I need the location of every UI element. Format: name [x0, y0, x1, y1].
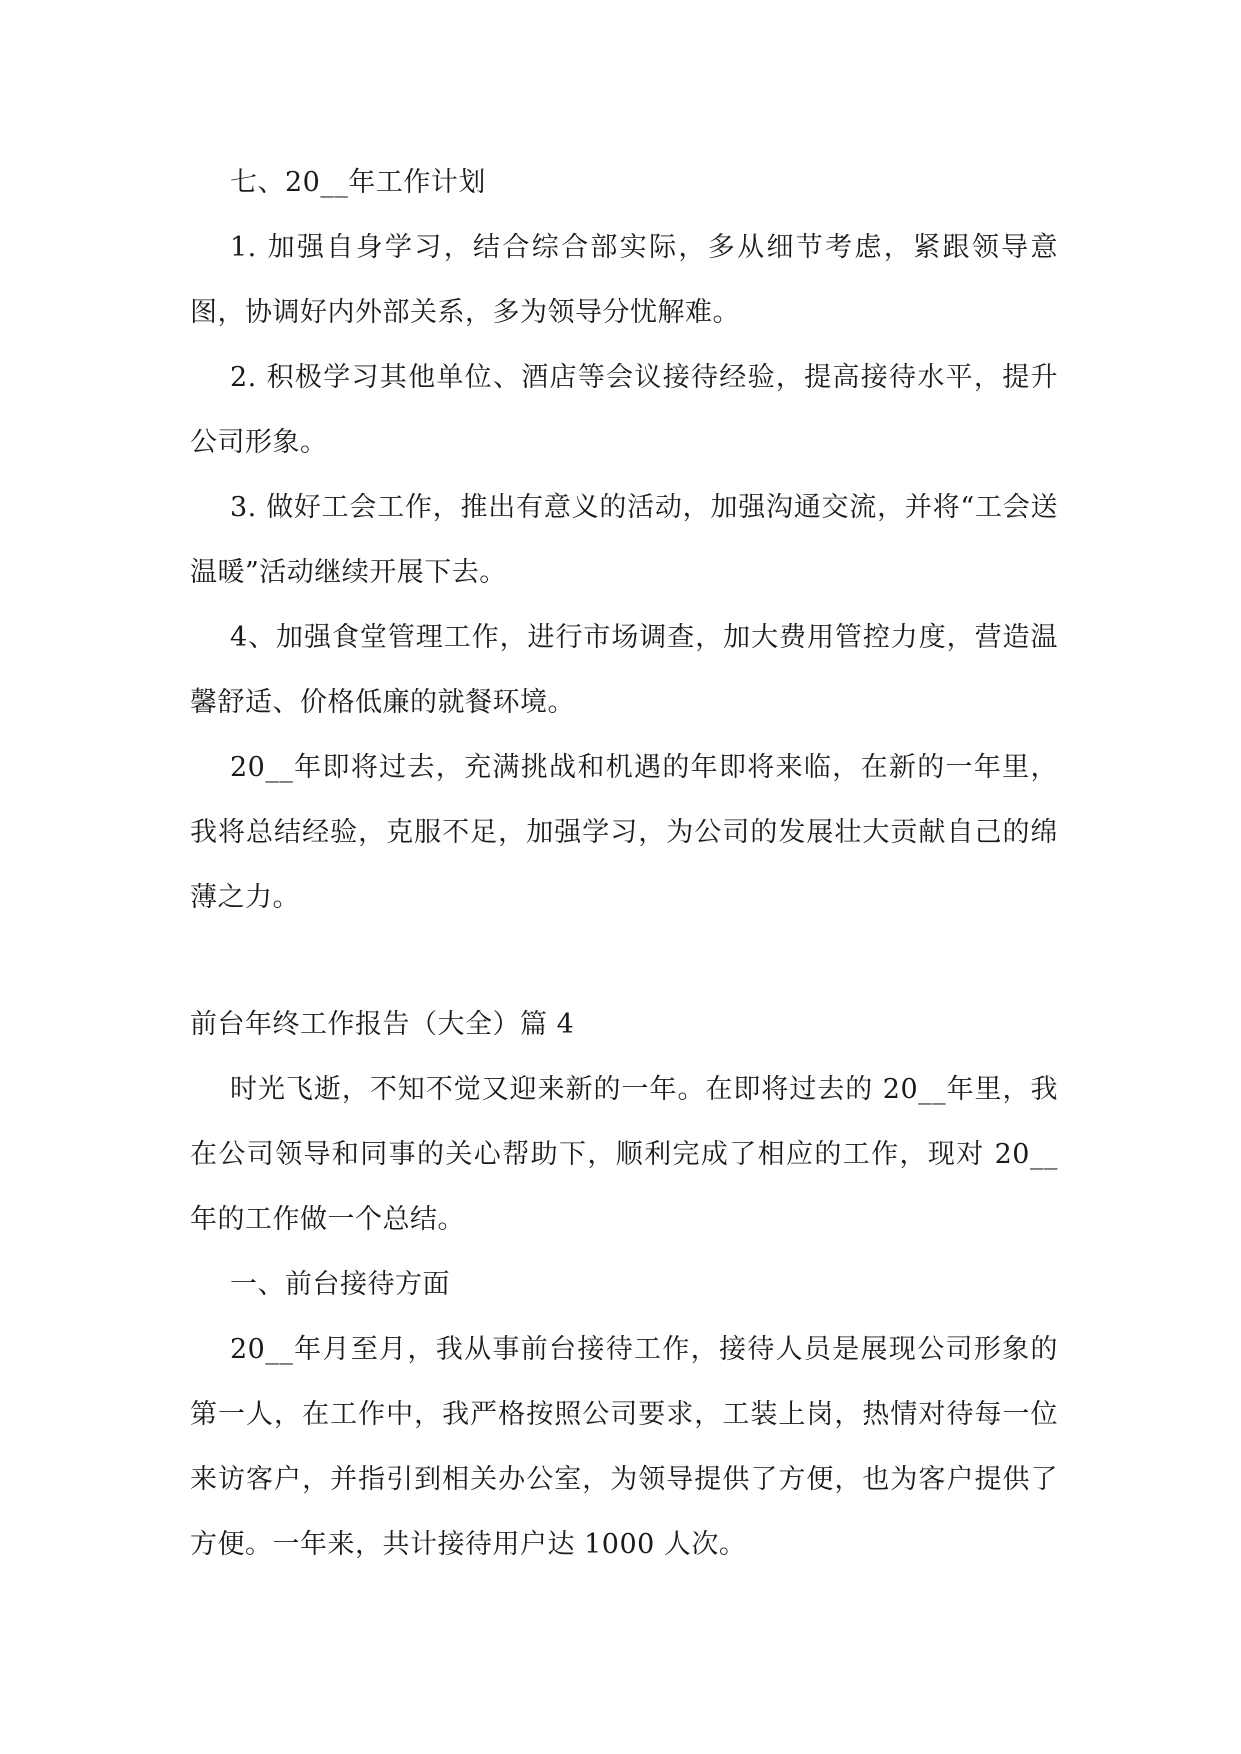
plan-item-2: 2. 积极学习其他单位、酒店等会议接待经验，提高接待水平，提升公司形象。	[190, 362, 1058, 458]
plan-item-4: 4、加强食堂管理工作，进行市场调查，加大费用管控力度，营造温馨舒适、价格低廉的就餐环境。	[190, 622, 1058, 718]
reception-paragraph: 20__年月至月，我从事前台接待工作，接待人员是展现公司形象的第一人，在工作中，我严格按照公司要求，工装上岗，热情对待每一位来访客户，并指引到相关办公室，为领导提供了方便，也为客户提供了方便。一年来，共计接待用户达 1000 人次。	[190, 1334, 1058, 1560]
plan-item-3: 3. 做好工会工作，推出有意义的活动，加强沟通交流，并将“工会送温暖”活动继续开展下去。	[190, 492, 1058, 588]
intro-paragraph: 时光飞逝，不知不觉又迎来新的一年。在即将过去的 20__年里，我在公司领导和同事的关心帮助下，顺利完成了相应的工作，现对 20__年的工作做一个总结。	[190, 1074, 1058, 1235]
subheading-reception: 一、前台接待方面	[230, 1269, 450, 1300]
document-content	[190, 150, 1058, 1577]
section-heading-work-plan: 七、20__年工作计划	[230, 167, 486, 198]
section-spacer	[190, 930, 1058, 992]
closing-paragraph: 20__年即将过去，充满挑战和机遇的年即将来临，在新的一年里，我将总结经验，克服不足，加强学习，为公司的发展壮大贡献自己的绵薄之力。	[190, 752, 1058, 913]
plan-item-1: 1. 加强自身学习，结合综合部实际，多从细节考虑，紧跟领导意图，协调好内外部关系，多为领导分忧解难。	[190, 232, 1058, 328]
report-title: 前台年终工作报告（大全）篇 4	[190, 1009, 575, 1040]
